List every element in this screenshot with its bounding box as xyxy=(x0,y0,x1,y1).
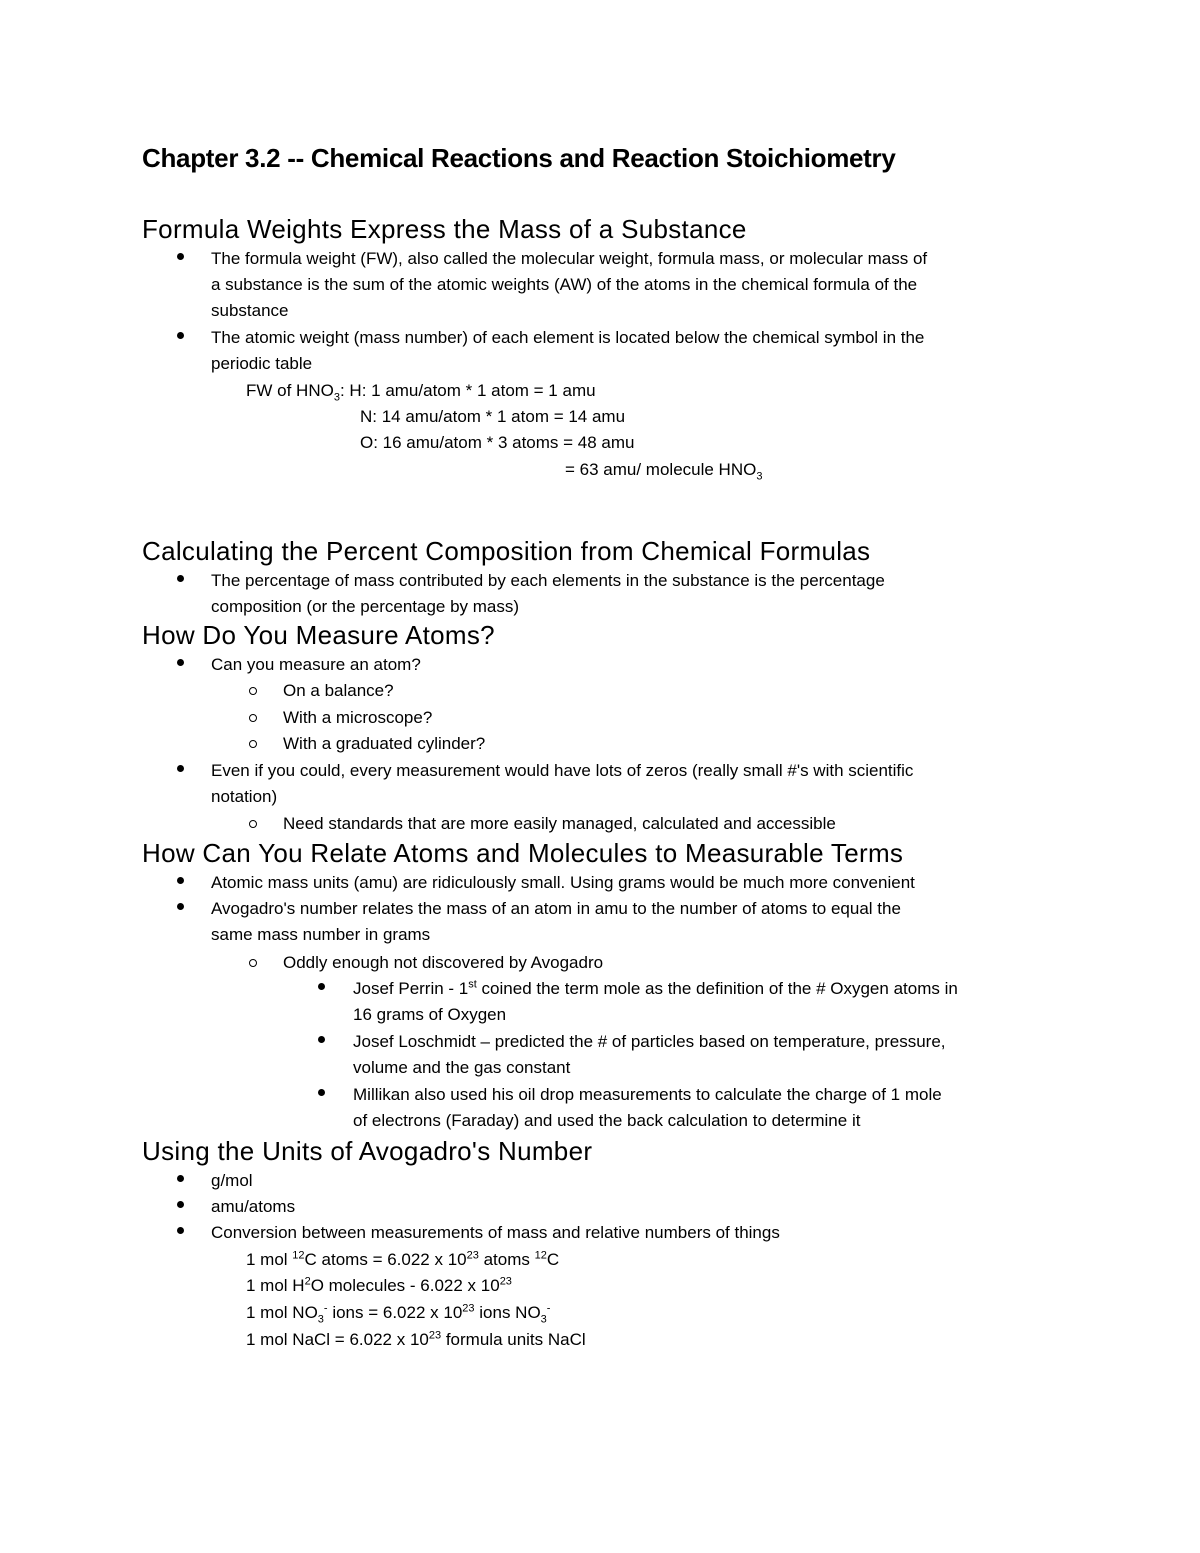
s1-bullet2-line1: The atomic weight (mass number) of each element is located below the chemical symbol in the xyxy=(211,328,925,347)
fw-line-o: O: 16 amu/atom * 3 atoms = 48 amu xyxy=(360,433,635,452)
bullet-icon xyxy=(318,983,325,990)
bullet-icon xyxy=(318,1036,325,1043)
s4-perrin-line1: Josef Perrin - 1st coined the term mole as the definition of the # Oxygen atoms in xyxy=(353,978,958,998)
eq-water: 1 mol $H^2O$ molecules - 6.022 x $10^{23}$ xyxy=(246,1275,512,1295)
bullet-icon xyxy=(177,1227,184,1234)
s3-bullet2-line1: Even if you could, every measurement would have lots of zeros (really small #'s with scientific xyxy=(211,761,914,780)
s4-bullet2-line2: same mass number in grams xyxy=(211,925,431,944)
bullet-icon xyxy=(177,332,184,339)
bullet-icon xyxy=(177,1201,184,1208)
s4-sub1: Oddly enough not discovered by Avogadro xyxy=(283,953,604,972)
chapter-title: Chapter 3.2 -- Chemical Reactions and Reaction Stoichiometry xyxy=(142,143,896,173)
section-heading-relate-atoms: How Can You Relate Atoms and Molecules to Measurable Terms xyxy=(142,838,904,868)
eq-nacl: 1 mol NaCl = 6.022 x $10^{23}$ formula units NaCl xyxy=(246,1329,586,1349)
fw-line-total: = 63 amu/ molecule $HNO_3$ xyxy=(565,460,763,483)
sub-bullet-icon xyxy=(249,687,257,695)
s4-bullet1: Atomic mass units (amu) are ridiculously small. Using grams would be much more convenient xyxy=(211,873,915,892)
bullet-icon xyxy=(177,765,184,772)
bullet-icon xyxy=(177,903,184,910)
s3-sub3: With a graduated cylinder? xyxy=(283,734,486,753)
bullet-icon xyxy=(177,1175,184,1182)
s4-loschmidt-line1: Josef Loschmidt – predicted the # of particles based on temperature, pressure, xyxy=(353,1032,946,1051)
s3-sub2: With a microscope? xyxy=(283,708,433,727)
bullet-icon xyxy=(318,1089,325,1096)
sub-bullet-icon xyxy=(249,959,257,967)
s3-bullet2-line2: notation) xyxy=(211,787,278,806)
s2-bullet1-line1: The percentage of mass contributed by each elements in the substance is the percentage xyxy=(211,571,885,590)
bullet-icon xyxy=(177,877,184,884)
s5-bullet1: g/mol xyxy=(211,1171,253,1190)
sub-bullet-icon xyxy=(249,740,257,748)
s5-bullet3: Conversion between measurements of mass and relative numbers of things xyxy=(211,1223,780,1242)
s4-millikan-line2: of electrons (Faraday) and used the back calculation to determine it xyxy=(353,1111,861,1130)
s4-bullet2-line1: Avogadro's number relates the mass of an atom in amu to the number of atoms to equal the xyxy=(211,899,901,918)
bullet-icon xyxy=(177,253,184,260)
section-heading-measure-atoms: How Do You Measure Atoms? xyxy=(142,620,495,650)
bullet-icon xyxy=(177,659,184,666)
s3-bullet1: Can you measure an atom? xyxy=(211,655,421,674)
section-heading-percent-composition: Calculating the Percent Composition from Chemical Formulas xyxy=(142,536,871,566)
bullet-icon xyxy=(177,575,184,582)
sub-bullet-icon xyxy=(249,714,257,722)
s1-bullet1-line2: a substance is the sum of the atomic weights (AW) of the atoms in the chemical formula of the xyxy=(211,275,918,294)
sub-bullet-icon xyxy=(249,820,257,828)
s4-loschmidt-line2: volume and the gas constant xyxy=(353,1058,571,1077)
s3-sub1: On a balance? xyxy=(283,681,394,700)
s1-bullet1-line3: substance xyxy=(211,301,289,320)
s2-bullet1-line2: composition (or the percentage by mass) xyxy=(211,597,520,616)
s1-bullet1-line1: The formula weight (FW), also called the molecular weight, formula mass, or molecular mass of xyxy=(211,249,928,268)
s4-perrin-line2: 16 grams of Oxygen xyxy=(353,1005,507,1024)
s3-sub4: Need standards that are more easily managed, calculated and accessible xyxy=(283,814,836,833)
fw-line-n: N: 14 amu/atom * 1 atom = 14 amu xyxy=(360,407,626,426)
eq-carbon: 1 mol $^{12}$C atoms = 6.022 x $10^{23}$ atoms $^{12}$C xyxy=(246,1249,560,1269)
eq-nitrate: 1 mol $NO_3^-$ ions = 6.022 x $10^{23}$ ions $NO_3^-$ xyxy=(246,1302,551,1326)
s4-millikan-line1: Millikan also used his oil drop measurements to calculate the charge of 1 mole xyxy=(353,1085,942,1104)
fw-line-h: FW of $HNO_3$: H: 1 amu/atom * 1 atom = 1 amu xyxy=(246,381,596,404)
s1-bullet2-line2: periodic table xyxy=(211,354,313,373)
s5-bullet2: amu/atoms xyxy=(211,1197,296,1216)
section-heading-formula-weights: Formula Weights Express the Mass of a Substance xyxy=(142,214,747,244)
section-heading-avogadro-units: Using the Units of Avogadro's Number xyxy=(142,1136,593,1166)
